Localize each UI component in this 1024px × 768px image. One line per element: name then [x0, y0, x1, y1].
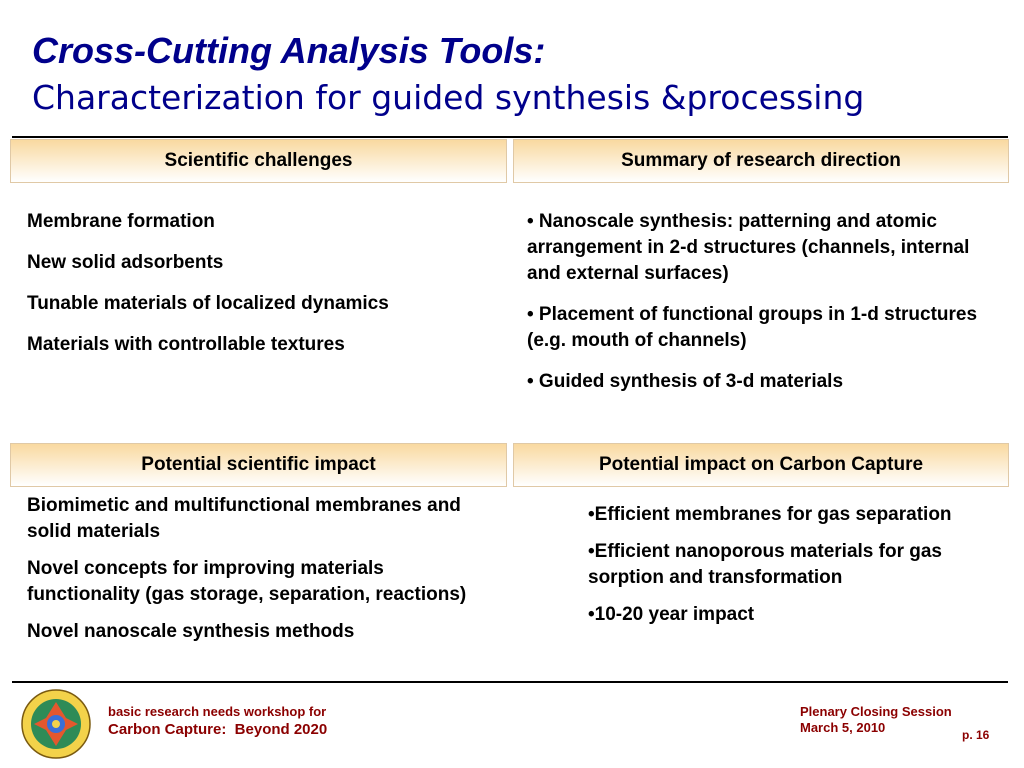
bes-logo — [20, 688, 92, 760]
list-item: Biomimetic and multifunctional membranes and solid materials — [27, 495, 461, 542]
session-date: March 5, 2010 — [800, 720, 886, 735]
research-list — [527, 209, 997, 410]
carbon-impact-list — [588, 502, 988, 628]
scientific-impact-list — [27, 493, 487, 645]
list-item: • Nanoscale synthesis: patterning and atomic arrangement in 2-d structures (channels, internal and external surfaces) — [527, 211, 970, 284]
slide-title: Cross-Cutting Analysis Tools: — [32, 30, 546, 71]
top-divider — [12, 136, 1008, 138]
workshop-label: basic research needs workshop for — [108, 704, 327, 719]
session-label: Plenary Closing Session — [800, 704, 952, 719]
research-header: Summary of research direction — [513, 139, 1009, 183]
list-item: Novel nanoscale synthesis methods — [27, 621, 355, 642]
list-item: •10-20 year impact — [588, 604, 755, 625]
bottom-divider — [12, 681, 1008, 683]
list-item: •Efficient membranes for gas separation — [588, 504, 952, 525]
list-item: • Guided synthesis of 3-d materials — [527, 371, 844, 392]
list-item: Materials with controllable textures — [27, 334, 345, 355]
list-item: New solid adsorbents — [27, 252, 224, 273]
workshop-title: Carbon Capture: Beyond 2020 — [108, 721, 328, 738]
slide-subtitle: Characterization for guided synthesis &processing — [32, 78, 865, 117]
list-item: • Placement of functional groups in 1-d structures (e.g. mouth of channels) — [527, 304, 978, 351]
carbon-impact-header: Potential impact on Carbon Capture — [513, 443, 1009, 487]
list-item: Novel concepts for improving materials functionality (gas storage, separation, reactions) — [27, 558, 467, 605]
list-item: Tunable materials of localized dynamics — [27, 293, 389, 314]
challenges-header: Scientific challenges — [10, 139, 507, 183]
page-number: p. 16 — [962, 728, 990, 742]
scientific-impact-header: Potential scientific impact — [10, 443, 507, 487]
list-item: Membrane formation — [27, 211, 215, 232]
challenges-list — [27, 209, 497, 373]
list-item: •Efficient nanoporous materials for gas sorption and transformation — [588, 541, 942, 588]
bes-logo-graphic — [20, 688, 92, 760]
